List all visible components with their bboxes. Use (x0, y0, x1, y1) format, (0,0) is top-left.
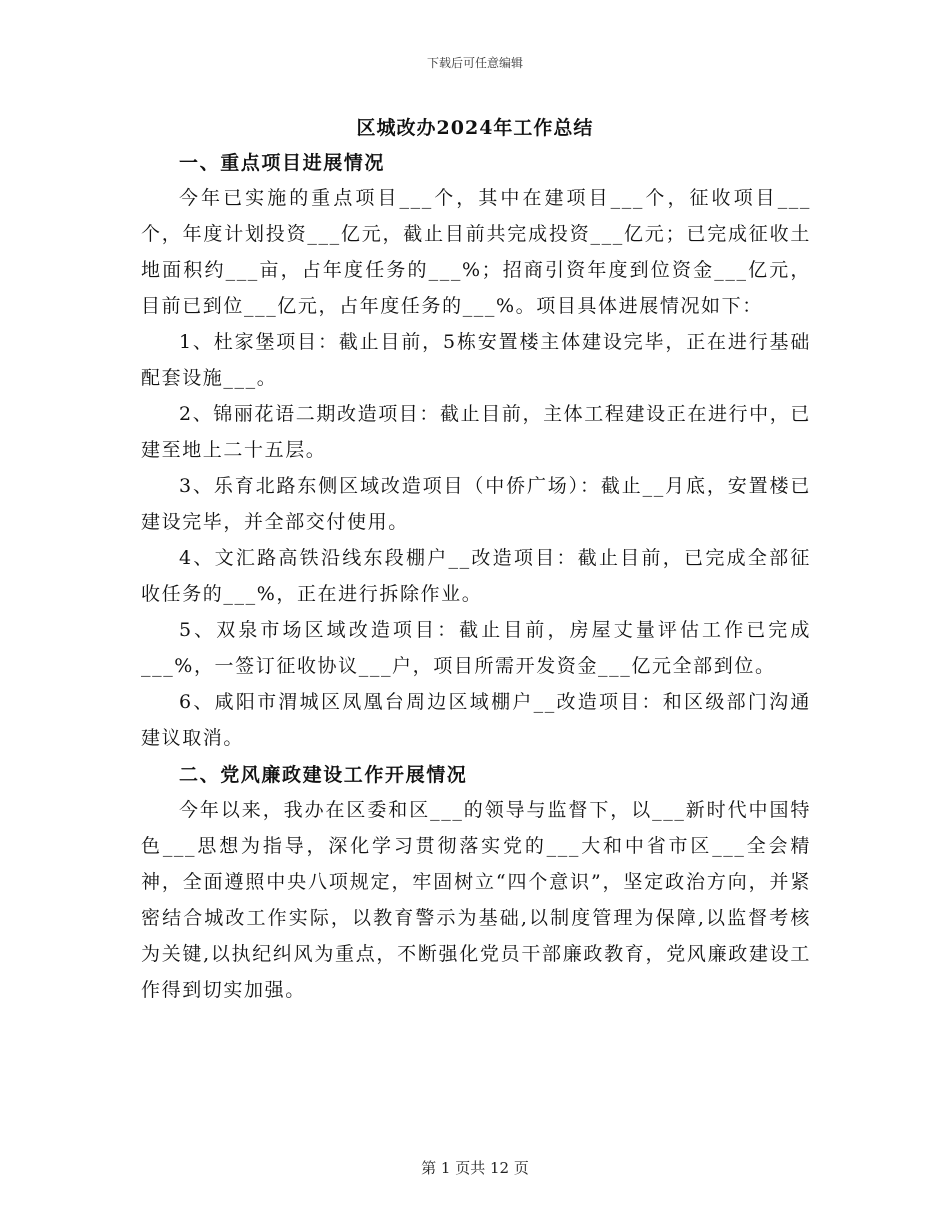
section-1-heading: 一、重点项目进展情况 (179, 152, 386, 174)
section-2-heading: 二、党风廉政建设工作开展情况 (179, 764, 468, 786)
page-number: 第 1 页共 12 页 (421, 1159, 529, 1177)
project-item-4: 4、文汇路高铁沿线东段棚户__改造项目：截止目前，已完成全部征收任务的___%，正在进行拆除作业。 (141, 547, 811, 605)
project-item-2: 2、锦丽花语二期改造项目：截止目前，主体工程建设正在进行中，已建至地上二十五层。 (141, 403, 811, 461)
document-body (141, 146, 811, 1008)
document-title: 区城改办2024年工作总结 (356, 117, 594, 139)
project-item-1: 1、杜家堡项目：截止目前，5栋安置楼主体建设完毕，正在进行基础配套设施___。 (141, 331, 811, 389)
project-item-3: 3、乐育北路东侧区域改造项目（中侨广场）：截止__月底，安置楼已建设完毕，并全部交付使用。 (141, 475, 811, 533)
section-1-intro: 今年已实施的重点项目___个，其中在建项目___个，征收项目___个，年度计划投资___亿元，截止目前共完成投资___亿元；已完成征收土地面积约___亩，占年度任务的___%；招商引资年度到位资金___亿元，目前已到位___亿元，占年度任务的___%。项目具体进展情况如下： (141, 187, 811, 317)
section-2-body: 今年以来，我办在区委和区___的领导与监督下，以___新时代中国特色___思想为指导，深化学习贯彻落实党的___大和中省市区___全会精神，全面遵照中央八项规定，牢固树立“四个意识”，坚定政治方向，并紧密结合城改工作实际，以教育警示为基础,以制度管理为保障,以监督考核为关键,以执纪纠风为重点，不断强化党员干部廉政教育，党风廉政建设工作得到切实加强。 (141, 799, 811, 1001)
project-item-5: 5、双泉市场区域改造项目：截止目前，房屋丈量评估工作已完成___%，一签订征收协议___户，项目所需开发资金___亿元全部到位。 (141, 619, 811, 677)
page-header-note: 下载后可任意编辑 (426, 56, 523, 70)
project-item-6: 6、咸阳市渭城区凤凰台周边区域棚户__改造项目：和区级部门沟通建议取消。 (141, 691, 811, 749)
